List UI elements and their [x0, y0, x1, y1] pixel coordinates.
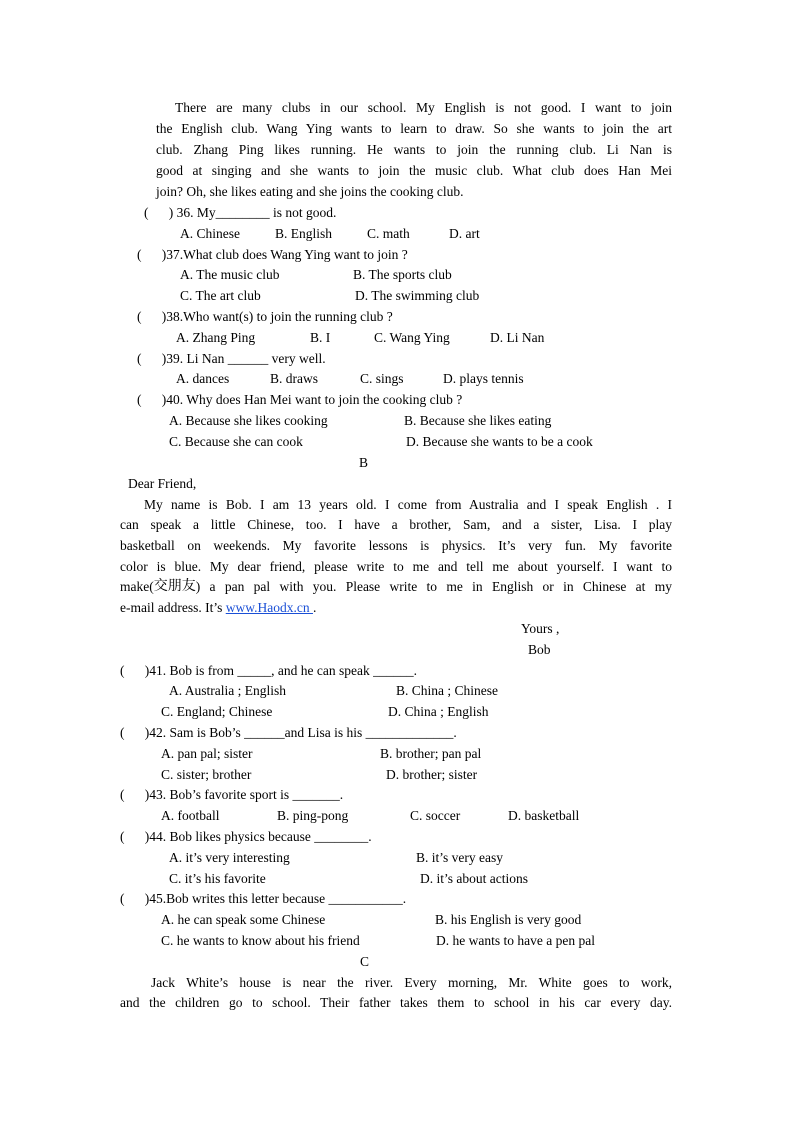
- question-36-stem: ( ) 36. My________ is not good.: [144, 205, 337, 220]
- letter-line-3: basketball on weekends. My favorite lessons is physics. It’s very fun. My favorite: [120, 538, 672, 553]
- question-40-option-a: A. Because she likes cooking: [169, 413, 328, 428]
- question-45-option-d: D. he wants to have a pen pal: [436, 933, 595, 948]
- question-44-option-a: A. it’s very interesting: [169, 850, 290, 865]
- question-44-option-b: B. it’s very easy: [416, 850, 503, 865]
- question-39-stem: ( )39. Li Nan ______ very well.: [137, 351, 326, 366]
- question-40-stem: ( )40. Why does Han Mei want to join the cooking club ?: [137, 392, 463, 407]
- question-43-stem: ( )43. Bob’s favorite sport is _______.: [120, 787, 344, 802]
- question-38-stem: ( )38.Who want(s) to join the running club ?: [137, 309, 393, 324]
- question-37-option-c: C. The art club: [180, 288, 261, 303]
- question-45-option-c: C. he wants to know about his friend: [161, 933, 360, 948]
- question-41-option-b: B. China ; Chinese: [396, 683, 498, 698]
- question-36-option-a: A. Chinese: [180, 226, 240, 241]
- letter-closing: Yours ,: [521, 621, 560, 636]
- question-41-stem: ( )41. Bob is from _____, and he can speak ______.: [120, 663, 417, 678]
- make-chinese: 交朋友: [153, 578, 196, 594]
- section-c-heading: C: [360, 954, 370, 969]
- question-38-option-b: B. I: [310, 330, 331, 345]
- make-suffix: ) a pan pal with you. Please write to me in English or in Chinese at my: [195, 579, 672, 594]
- passage-a-line-4: good at singing and she wants to join the music club. What club does Han Mei: [156, 163, 672, 178]
- question-36-option-c: C. math: [367, 226, 410, 241]
- question-36-option-b: B. English: [275, 226, 333, 241]
- question-42-option-b: B. brother; pan pal: [380, 746, 482, 761]
- question-45-stem: ( )45.Bob writes this letter because ___________.: [120, 891, 407, 906]
- question-36-option-d: D. art: [449, 226, 480, 241]
- email-link[interactable]: www.Haodx.cn: [225, 600, 313, 615]
- passage-a-line-5: join? Oh, she likes eating and she joins the cooking club.: [156, 184, 464, 199]
- question-41-option-a: A. Australia ; English: [169, 683, 286, 698]
- question-41-option-c: C. England; Chinese: [161, 704, 273, 719]
- question-42-stem: ( )42. Sam is Bob’s ______and Lisa is his _____________.: [120, 725, 457, 740]
- question-43-option-c: C. soccer: [410, 808, 461, 823]
- question-40-option-d: D. Because she wants to be a cook: [406, 434, 593, 449]
- email-prefix: e-mail address. It’s: [120, 600, 226, 615]
- question-38-option-c: C. Wang Ying: [374, 330, 450, 345]
- question-38-option-d: D. Li Nan: [490, 330, 545, 345]
- passage-a-line-2: the English club. Wang Ying wants to learn to draw. So she wants to join the art: [156, 121, 672, 136]
- question-39-option-a: A. dances: [176, 371, 230, 386]
- passage-a-line-1: There are many clubs in our school. My English is not good. I want to join: [175, 100, 672, 115]
- question-44-option-d: D. it’s about actions: [420, 871, 528, 886]
- email-suffix: .: [312, 600, 317, 615]
- letter-line-5: [120, 578, 672, 595]
- question-37-option-b: B. The sports club: [353, 267, 452, 282]
- question-42-option-a: A. pan pal; sister: [161, 746, 253, 761]
- question-41-option-d: D. China ; English: [388, 704, 489, 719]
- question-37-stem: ( )37.What club does Wang Ying want to join ?: [137, 247, 408, 262]
- question-42-option-c: C. sister; brother: [161, 767, 252, 782]
- question-43-option-a: A. football: [161, 808, 220, 823]
- question-45-option-b: B. his English is very good: [435, 912, 582, 927]
- passage-a-line-3: club. Zhang Ping likes running. He wants to join the running club. Li Nan is: [156, 142, 672, 157]
- letter-line-2: can speak a little Chinese, too. I have a brother, Sam, and a sister, Lisa. I play: [120, 517, 672, 532]
- question-43-option-d: D. basketball: [508, 808, 580, 823]
- letter-line-6: [120, 599, 316, 616]
- question-45-option-a: A. he can speak some Chinese: [161, 912, 326, 927]
- make-prefix: make(: [120, 579, 154, 594]
- question-39-option-b: B. draws: [270, 371, 318, 386]
- letter-signature: Bob: [528, 642, 551, 657]
- question-42-option-d: D. brother; sister: [386, 767, 478, 782]
- letter-line-1: My name is Bob. I am 13 years old. I come from Australia and I speak English . I: [144, 497, 672, 512]
- section-b-heading: B: [359, 455, 369, 470]
- letter-greeting: Dear Friend,: [128, 476, 197, 491]
- question-37-option-a: A. The music club: [180, 267, 280, 282]
- passage-c-line-2: and the children go to school. Their father takes them to school in his car every day.: [120, 995, 672, 1010]
- question-40-option-c: C. Because she can cook: [169, 434, 303, 449]
- question-44-stem: ( )44. Bob likes physics because ________.: [120, 829, 372, 844]
- question-44-option-c: C. it’s his favorite: [169, 871, 266, 886]
- question-37-option-d: D. The swimming club: [355, 288, 480, 303]
- question-39-option-c: C. sings: [360, 371, 404, 386]
- question-39-option-d: D. plays tennis: [443, 371, 524, 386]
- letter-line-4: color is blue. My dear friend, please write to me and tell me about yourself. I want to: [120, 559, 672, 574]
- question-38-option-a: A. Zhang Ping: [176, 330, 256, 345]
- passage-c-line-1: Jack White’s house is near the river. Every morning, Mr. White goes to work,: [151, 975, 672, 990]
- question-40-option-b: B. Because she likes eating: [404, 413, 552, 428]
- question-43-option-b: B. ping-pong: [277, 808, 349, 823]
